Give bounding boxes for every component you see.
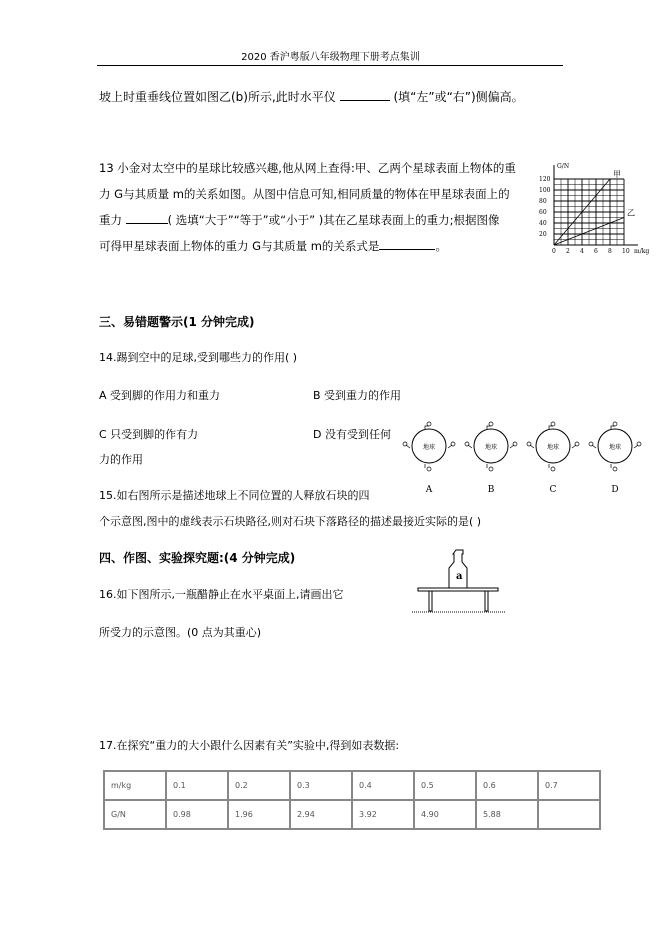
table-cell: 0.4 (352, 771, 414, 800)
table-cell: 0.2 (228, 771, 290, 800)
series-label-yi: 乙 (627, 208, 635, 218)
page-header: 2020 香沪粤版八年级物理下册考点集训 (241, 52, 420, 63)
q13-text: 可得甲星球表面上物体的重力 G与其质量 m的关系式是 (99, 239, 380, 253)
q15-line1: 15.如右图所示是描述地球上不同位置的人释放石块的四 (99, 489, 370, 502)
q12-text-end: (填“左”或“右”)侧偏高。 (393, 90, 524, 104)
q12-text: 坡上时重垂线位置如图乙(b)所示,此时水平仪 (99, 90, 336, 104)
bottle-icon (449, 550, 467, 588)
q13-line3 (99, 212, 500, 228)
earth-diagram-c[interactable] (522, 418, 584, 498)
x-tick-label: 0 (552, 248, 556, 255)
option-label: C (549, 485, 557, 495)
earth-label: 地球 (422, 444, 436, 451)
table-cell: 0.1 (166, 771, 228, 800)
option-label: B (487, 485, 495, 495)
header-rule (97, 65, 563, 66)
table-cell: 0.7 (538, 771, 600, 800)
option-label: A (425, 485, 433, 495)
q13-text: 。 (435, 239, 447, 253)
series-label-jia: 甲 (613, 170, 621, 179)
table-cell: m/kg (104, 771, 166, 800)
x-tick-label: 8 (608, 248, 612, 255)
earth-diagram-d[interactable] (584, 418, 646, 498)
table-cell: 0.3 (290, 771, 352, 800)
answer-blank[interactable] (379, 239, 435, 250)
vinegar-bottle-on-table (410, 548, 510, 618)
q14-option-d[interactable]: D 没有受到任何 (313, 428, 391, 441)
q13-line2: 力 G与其质量 m的关系如图。从图中信息可知,相同质量的物体在甲星球表面上的 (99, 187, 510, 201)
earth-diagram-b[interactable] (460, 418, 522, 498)
g-m-graph (538, 160, 658, 260)
y-tick-label: 120 (539, 176, 551, 183)
earth-diagram-a[interactable] (398, 418, 460, 498)
y-tick-label: 100 (539, 187, 551, 194)
table-cell: 0.98 (166, 800, 228, 829)
x-tick-label: 10 (622, 248, 630, 255)
table-leg (485, 591, 488, 611)
y-tick-label: 40 (539, 220, 547, 227)
q13-line4 (99, 238, 447, 254)
x-tick-label: 4 (580, 248, 584, 255)
table-cell (538, 800, 600, 829)
section3-title: 三、易错题警示(1 分钟完成) (99, 315, 255, 329)
earth-label: 地球 (484, 444, 498, 451)
table-row (104, 771, 600, 800)
q16-line1: 16.如下图所示,一瓶醋静止在水平桌面上,请画出它 (99, 588, 344, 601)
table-cell: 5.88 (476, 800, 538, 829)
answer-blank[interactable] (340, 90, 390, 101)
table-cell: 4.90 (414, 800, 476, 829)
q17-stem: 17.在探究“重力的大小跟什么因素有关”实验中,得到如表数据: (99, 739, 400, 752)
table-cell: 3.92 (352, 800, 414, 829)
table-cell: 0.5 (414, 771, 476, 800)
y-tick-label: 80 (539, 198, 547, 205)
earth-diagrams (398, 418, 648, 498)
table-leg (429, 591, 432, 611)
answer-blank[interactable] (126, 213, 168, 224)
q16-line2: 所受力的示意图。(0 点为其重心) (99, 626, 262, 639)
q15-line2: 个示意图,图中的虚线表示石块路径,则对石块下落路径的描述最接近实际的是( ) (99, 515, 482, 528)
x-tick-label: 2 (566, 248, 570, 255)
section4-title: 四、作图、实验探究题:(4 分钟完成) (99, 551, 296, 565)
q14-option-c[interactable]: C 只受到脚的作有力 (99, 428, 199, 441)
mass-weight-table (103, 770, 601, 830)
q14-option-a[interactable]: A 受到脚的作用力和重力 (99, 389, 221, 402)
earth-label: 地球 (546, 444, 560, 451)
table-row (104, 800, 600, 829)
q13-text: ( 选填“大于”“等于”或“小于” )其在乙星球表面上的重力;根据图像 (167, 213, 500, 227)
q13-line1: 13 小金对太空中的星球比较感兴趣,他从网上查得:甲、乙两个星球表面上物体的重 (99, 161, 516, 175)
y-tick-label: 20 (539, 231, 547, 238)
table-cell: G/N (104, 800, 166, 829)
q14-option-d-cont: 力的作用 (99, 453, 143, 466)
y-axis-label: G/N (557, 163, 570, 170)
q13-text: 重力 (99, 213, 122, 227)
table-cell: 2.94 (290, 800, 352, 829)
table-cell: 0.6 (476, 771, 538, 800)
q12-tail (99, 88, 524, 105)
x-axis-label: m/kg (634, 248, 650, 255)
q14-option-b[interactable]: B 受到重力的作用 (313, 389, 402, 402)
x-tick-label: 6 (594, 248, 598, 255)
table-cell: 1.96 (228, 800, 290, 829)
bottle-label: a (456, 571, 463, 582)
y-tick-label: 60 (539, 209, 547, 216)
q14-stem: 14.踢到空中的足球,受到哪些力的作用( ) (99, 351, 298, 364)
option-label: D (611, 485, 619, 495)
earth-label: 地球 (608, 444, 622, 451)
